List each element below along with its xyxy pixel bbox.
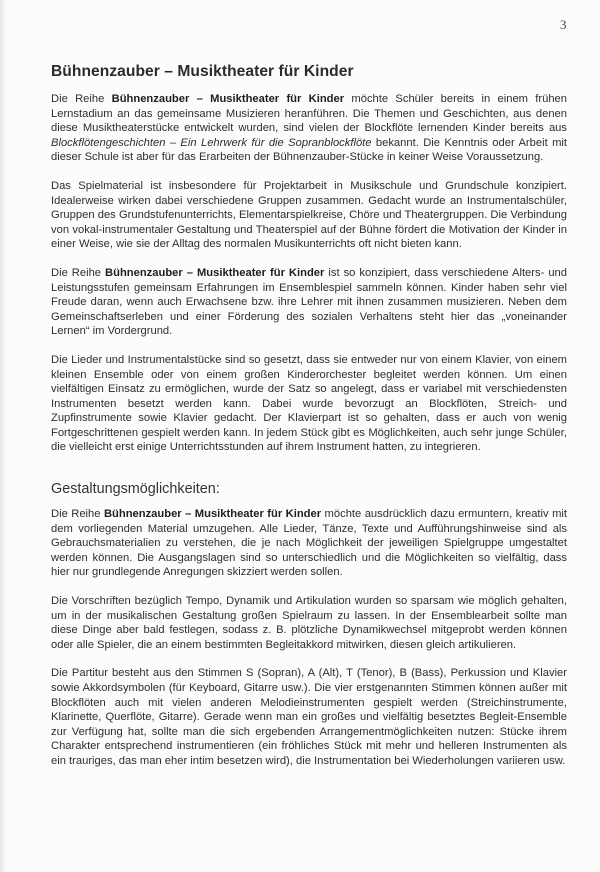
- text-run: ist so konzipiert, dass verschiedene Alters- und Leistungsstufen gemeinsam Erfahrungen im Ensemblespiel sammeln können. Kinder haben sehr viel Freude daran, wenn auch Erwachsene bzw. ihre Lehrer mit ihnen zusammen musizieren. Neben dem Gemeinschaftserleben und einer Förderung des sozialen Verhaltens steht hier das „voneinander Lernen“ im Vordergrund.: [51, 266, 567, 338]
- text-run: Die Reihe: [51, 508, 104, 521]
- page-title: Bühnenzauber – Musiktheater für Kinder: [51, 63, 354, 80]
- section-heading: Gestaltungsmöglichkeiten:: [51, 481, 220, 498]
- book-title-italic: Blockflötengeschichten – Ein Lehrwerk für die Sopranblockflöte: [51, 136, 372, 149]
- text-run: Die Reihe: [51, 266, 106, 279]
- series-name-bold: Bühnenzauber – Musiktheater für Kinder: [105, 266, 325, 279]
- ensemble-paragraph: [51, 266, 567, 339]
- page-edge-shadow: [0, 0, 6, 872]
- text-run: bekannt. Die Kenntnis oder Arbeit mit dieser Schule ist aber für das Erarbeiten der Bühnenzauber-Stücke in keiner Weise Voraussetzung.: [51, 136, 567, 164]
- text-run: möchte Schüler bereits in einem frühen Lernstadium an das gemeinsame Musizieren heranführen. Die Themen und Geschichten, aus denen diese Musiktheaterstücke entwickelt wurden, sind vielen der Blockflöte lernenden Kinder bereits aus: [51, 93, 568, 135]
- material-paragraph: Das Spielmaterial ist insbesondere für Projektarbeit in Musikschule und Grundschule konzipiert. Idealerweise wirken dabei verschiedene Gruppen zusammen. Gedacht wurde an Instrumentalschüler, Gruppen des Grundstufenunterrichts, Elementarspielkreise, Chöre und Theatergruppen. Die Verbindung von vokal-instrumentaler Gestaltung und Theaterspiel auf der Bühne fördert die Motivation der Kinder in einer Weise, wie sie der Alltag des normalen Musikunterrichts oft nicht bieten kann.: [51, 179, 567, 251]
- page-number: 3: [560, 17, 567, 32]
- score-paragraph: Die Partitur besteht aus den Stimmen S (Sopran), A (Alt), T (Tenor), B (Bass), Perkussion und Klavier sowie Akkordsymbolen (für Keyboard, Gitarre usw.). Die vier erstgenannten Stimmen können außer mit Blockflöten auch mit vielen anderen Melodieinstrumenten gespielt werden (Streichinstrumente, Klarinette, Querflöte, Gitarre). Gerade wenn man ein großes und vielfältig besetztes Begleit-Ensemble zur Verfügung hat, sollte man die sich ergebenden Arrangementmöglichkeiten nutzen: Stücke ihrem Charakter entsprechend instrumentieren (ein fröhliches Stück mit mehr und helleren Instrumenten als ein trauriges, das man eher intim besetzen wird), die Instrumentation bei Wiederholungen variieren usw.: [51, 667, 567, 767]
- intro-paragraph: [51, 92, 567, 165]
- series-name-bold: Bühnenzauber – Musiktheater für Kinder: [103, 508, 322, 521]
- text-run: möchte ausdrücklich dazu ermuntern, kreativ mit dem vorliegenden Material umzugehen. Alle Lieder, Tänze, Texte und Aufführungshinweise sind als Gebrauchsmaterialien zu verstehen, die je nach Möglichkeit der jeweiligen Spielgruppe umgestaltet werden können. Die Ausgangslagen sind so unterschiedlich und die Möglichkeiten so vielfältig, dass hier nur grundlegende Anregungen skizziert werden sollen.: [51, 508, 567, 579]
- instrumentation-paragraph: Die Lieder und Instrumentalstücke sind so gesetzt, dass sie entweder nur von einem Klavier, von einem kleinen Ensemble oder von einem großen Kinderorchester begleitet werden können. Um einen vielfältigen Einsatz zu ermöglichen, wurde der Satz so angelegt, dass er variabel mit verschiedensten Instrumenten besetzt werden kann. Dabei wurde bevorzugt an Blockflöten, Streich- und Zupfinstrumente sowie Klavier gedacht. Der Klavierpart ist so gehalten, dass er auch von wenig Fortgeschrittenen gespielt werden kann. In jedem Stück gibt es Möglichkeiten, auch sehr junge Schüler, die vielleicht erst einige Unterrichtsstunden auf ihrem Instrument hatten, zu integrieren.: [51, 353, 567, 454]
- text-run: Die Reihe: [51, 93, 112, 105]
- dynamics-paragraph: Die Vorschriften bezüglich Tempo, Dynamik und Artikulation wurden so sparsam wie möglich gehalten, um in der musikalischen Gestaltung großen Spielraum zu lassen. In der Ensemblearbeit sollte man diese Dinge aber bald festlegen, sodass z. B. plötzliche Dynamikwechsel mitgeprobt werden können oder alle Spieler, die an einem bestimmten Begleitakkord mitwirken, diesen gleich artikulieren.: [51, 595, 567, 651]
- creativity-paragraph: [51, 507, 567, 580]
- series-name-bold: Bühnenzauber – Musiktheater für Kinder: [111, 93, 345, 105]
- page-content: [51, 63, 567, 783]
